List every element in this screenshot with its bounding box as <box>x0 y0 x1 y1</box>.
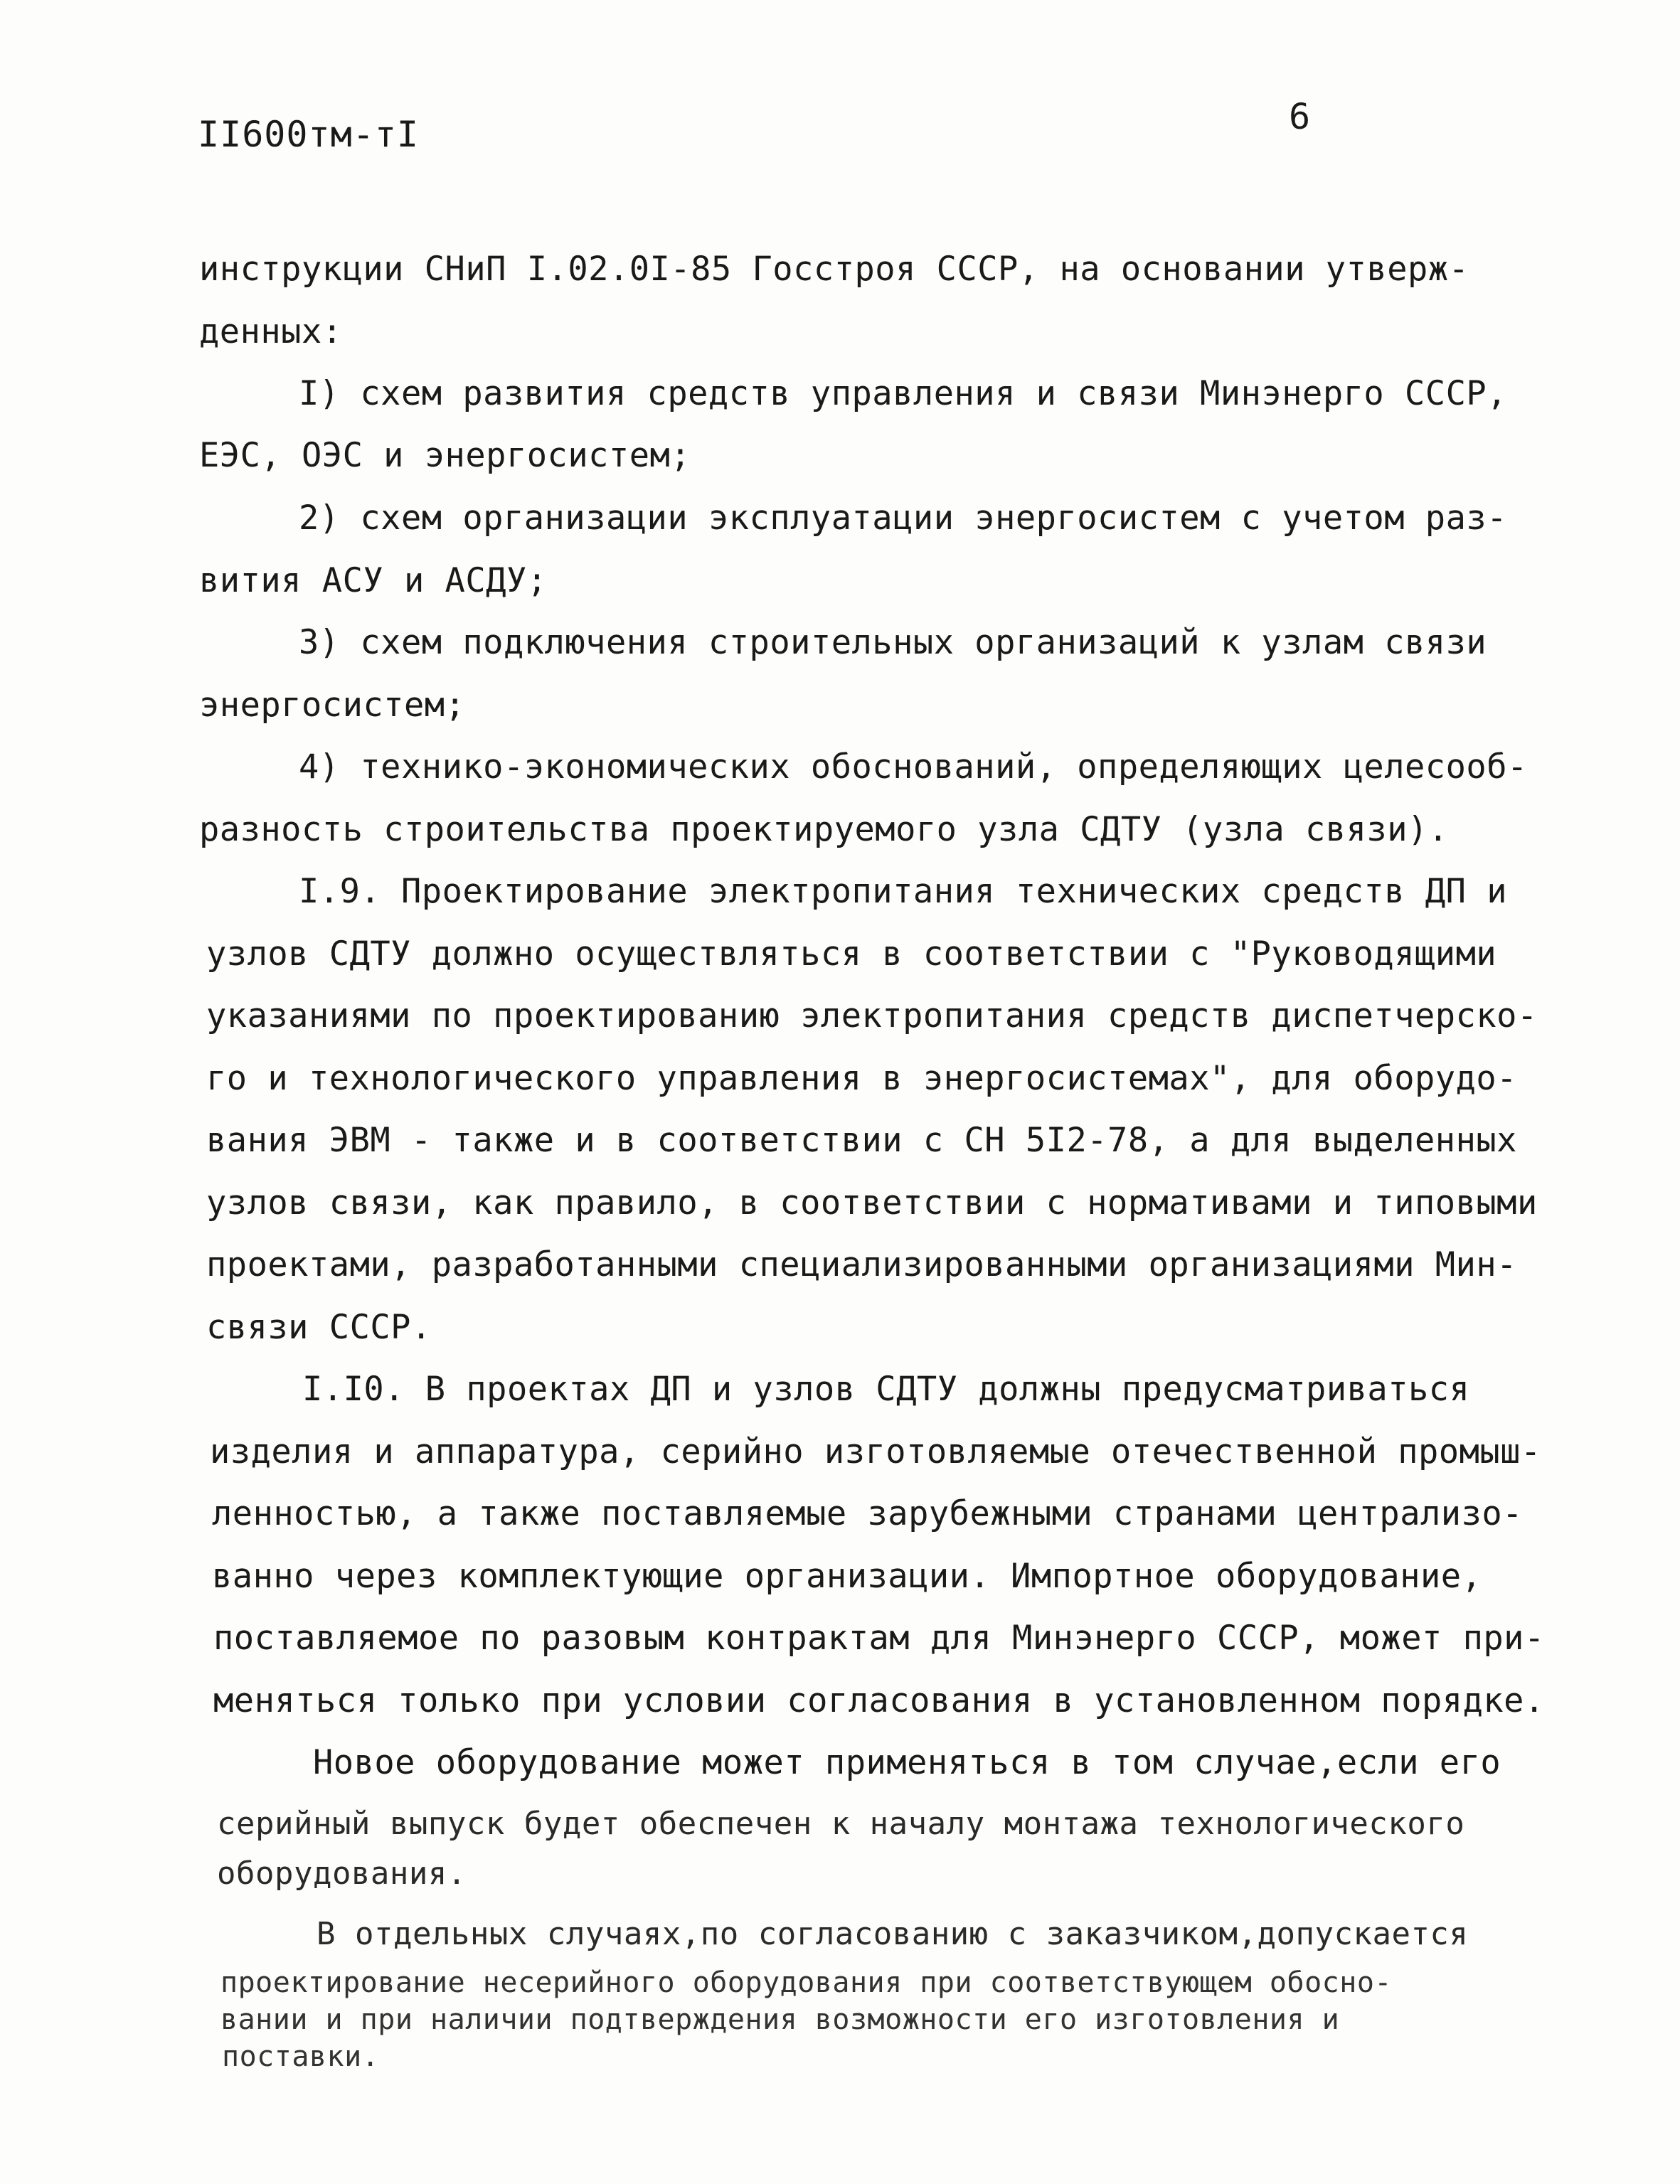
text-line: В отдельных случаях,по согласованию с заказчиком,допускается <box>317 1916 1469 1952</box>
page-number: 6 <box>1289 96 1311 137</box>
text-line: проектирование несерийного оборудования при соответствующем обосно- <box>220 1966 1392 1999</box>
text-line: узлов СДТУ должно осуществляться в соответствии с "Руководящими <box>206 934 1497 974</box>
text-line: связи СССР. <box>206 1308 432 1347</box>
text-line: поставляемое по разовым контрактам для Минэнерго СССР, может при- <box>213 1619 1545 1658</box>
text-line: ванно через комплектующие организации. Импортное оборудование, <box>212 1557 1482 1596</box>
text-line: 3) схем подключения строительных организаций к узлам связи <box>299 623 1487 662</box>
text-line: вития АСУ и АСДУ; <box>199 561 548 600</box>
text-line: проектами, разработанными специализированными организациями Мин- <box>206 1245 1517 1284</box>
text-line: ленностью, а также поставляемые зарубежными странами централизо- <box>212 1494 1523 1533</box>
text-line: I.9. Проектирование электропитания технических средств ДП и <box>299 872 1507 911</box>
text-line: энергосистем; <box>199 686 466 725</box>
text-line: разность строительства проектируемого узла СДТУ (узла связи). <box>199 810 1449 849</box>
text-line: поставки. <box>222 2040 380 2073</box>
text-line: изделия и аппаратура, серийно изготовляемые отечественной промыш- <box>210 1432 1541 1471</box>
text-line: вании и при наличии подтверждения возможности его изготовления и <box>220 2003 1340 2036</box>
text-line: 2) схем организации эксплуатации энергосистем с учетом раз- <box>299 499 1507 538</box>
text-line: ЕЭС, ОЭС и энергосистем; <box>199 436 691 475</box>
text-line: го и технологического управления в энергосистемах", для оборудо- <box>206 1059 1517 1098</box>
document-code: II600тм-тI <box>198 114 420 155</box>
text-line: I.I0. В проектах ДП и узлов СДТУ должны предусматриваться <box>302 1370 1470 1409</box>
text-line: оборудования. <box>217 1855 467 1892</box>
text-line: вания ЭВМ - также и в соответствии с СН 5I2-78, а для выделенных <box>206 1121 1517 1160</box>
text-line: серийный выпуск будет обеспечен к началу монтажа технологического <box>217 1806 1465 1842</box>
text-line: I) схем развития средств управления и связи Минэнерго СССР, <box>299 374 1507 413</box>
text-line: указаниями по проектированию электропитания средств диспетчерско- <box>206 996 1538 1035</box>
text-line: меняться только при условии согласования в установленном порядке. <box>213 1681 1545 1720</box>
text-line: инструкции СНиП I.02.0I-85 Госстроя СССР, на основании утверж- <box>199 250 1469 289</box>
text-line: узлов связи, как правило, в соответствии с нормативами и типовыми <box>206 1183 1538 1222</box>
text-line: Новое оборудование может применяться в том случае,если его <box>313 1743 1501 1782</box>
text-line: 4) технико-экономических обоснований, определяющих целесооб- <box>299 747 1528 787</box>
text-line: денных: <box>199 312 343 351</box>
